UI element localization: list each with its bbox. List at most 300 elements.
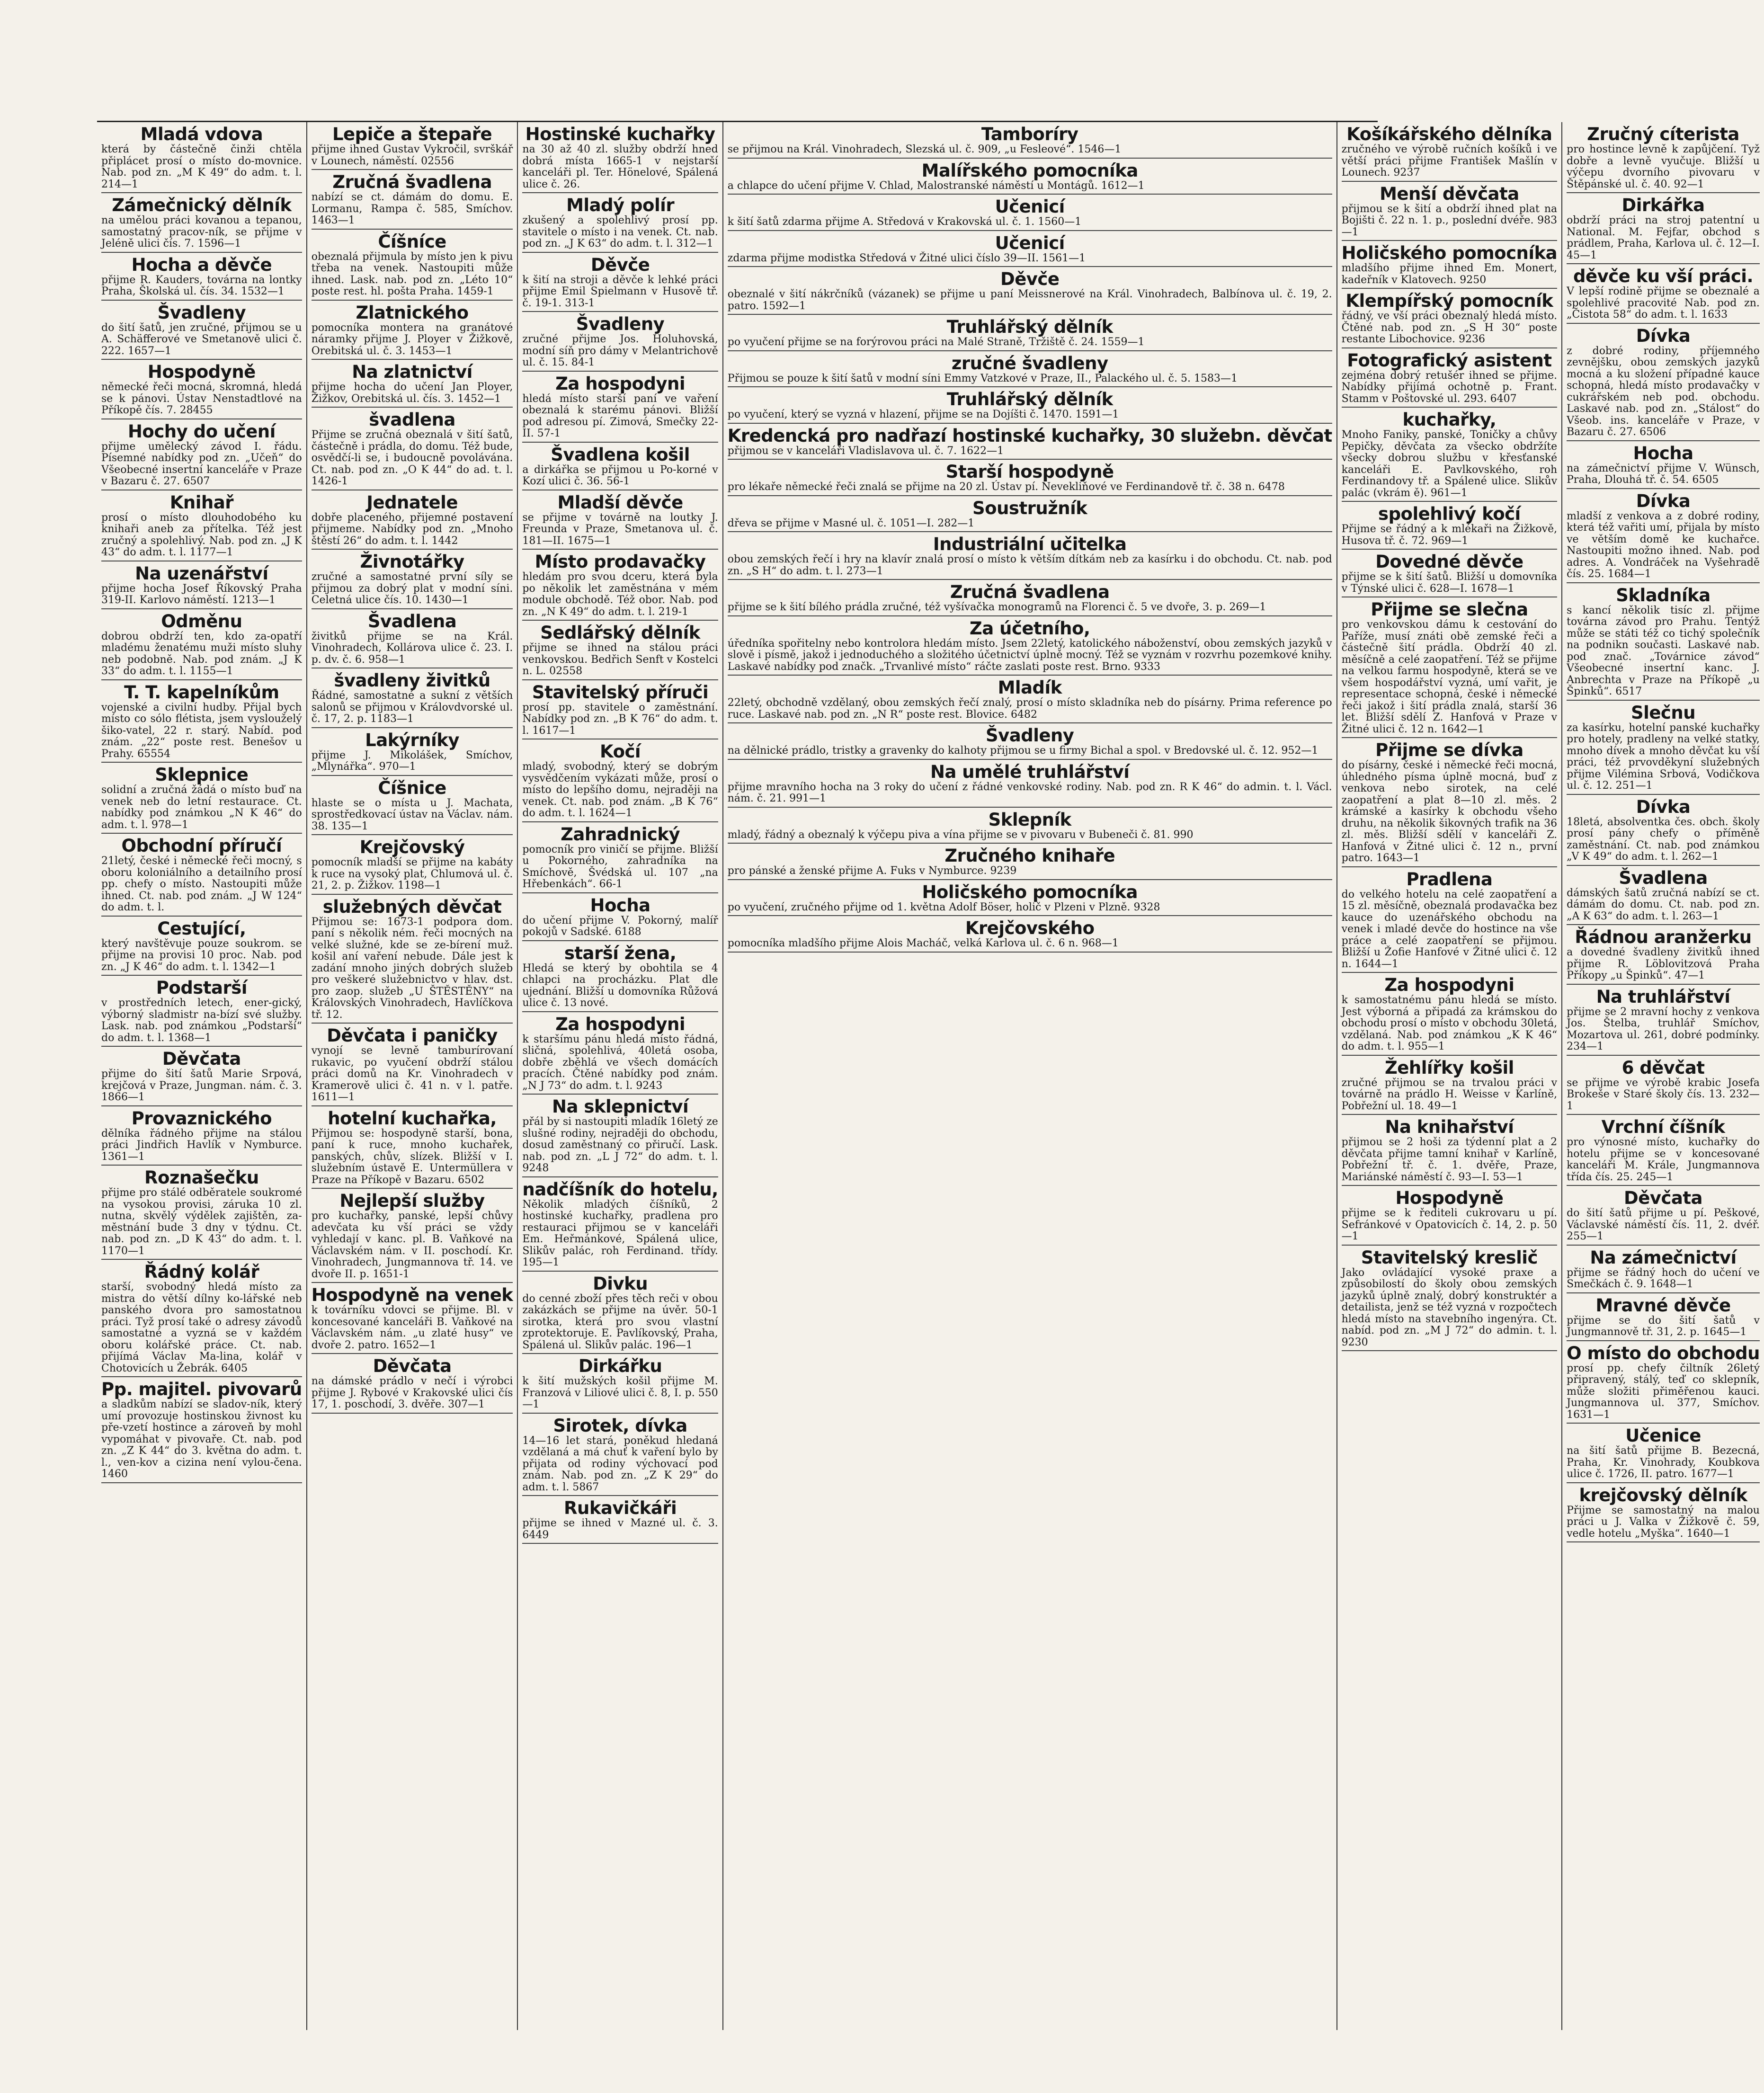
classified-ad (522, 550, 718, 621)
ad-title: Přijme se dívka (1375, 740, 1523, 760)
classified-ad (101, 917, 302, 976)
classified-ad (312, 170, 513, 230)
ad-body: k staršímu pánu hledá místo řádná, sličná, spolehlivá, 40letá osoba, dobře zběhlá ve všech domácích pracích. Čtěné nabídky pod znám. „N J 73“ do adm. t. l. 9243 (522, 1033, 718, 1092)
ad-title: Nejlepší služby (339, 1191, 485, 1211)
ad-title: Za hospodyni (1384, 975, 1515, 995)
ad-title: Kredencká pro nadřazí hostinské kuchařky, 30 služebn. děvčat (727, 425, 1332, 446)
classified-ad (312, 776, 513, 836)
classified-ad (101, 1166, 302, 1260)
ad-body: mladší z venkova a z dobré rodiny, která též vařiti umí, přijala by místo ve větším domě ke kuchařce. Nastoupiti možno ihned. Nab. pod adres. A. Vondráček na Vyšehradě čís. 25. 1684—1 (1567, 510, 1760, 580)
ad-body: pro hostince levně k zapůjčení. Tyž dobře a levně vyučuje. Bližší u výčepu dvorního pivovaru v Štěpánské ul. č. 40. 92—1 (1567, 143, 1760, 190)
classified-column (1337, 122, 1562, 2030)
classified-ad (1342, 241, 1557, 289)
ad-title: švadleny živitků (334, 670, 490, 691)
ad-title: Dirkářku (578, 1356, 662, 1376)
ad-body: přijme se 2 mravní hochy z venkova Jos. Štelba, truhlář Smíchov, Mozartova ul. 261, dobré podmínky. 234—1 (1567, 1006, 1760, 1052)
classified-ad (101, 680, 302, 763)
classified-ad (522, 1414, 718, 1496)
ad-body: do šití šatů, jen zručné, přijmou se u A. Schäfferové ve Smetanově ulici č. 222. 1657—1 (101, 321, 302, 357)
ad-title: Kočí (600, 741, 641, 762)
ad-body: Přijme se samostatný na malou práci u J. Valka v Žižkově č. 59, vedle hotelu „Myška“. 1640—1 (1567, 1504, 1760, 1540)
ad-body: pro venkovskou dámu k cestování do Paříže, musí znáti obě zemské řeči a částečně šití prádla. Obdrží 40 zl. měsíčně a celé zaopatření. Též se přijme na velkou farmu hospodyně, která se ve všem hospodářství vyzná, umí vařit, je representace schopná, české i německé řeči jakož i šití prádla znalá, starší 36 let. Bližší sdělí Z. Hanfová v Praze v Žitné ulici č. 12 n. 1642—1 (1341, 619, 1558, 735)
classified-ad (312, 301, 513, 360)
classified-ad (522, 1496, 718, 1544)
ad-body: hledám pro svou dceru, která byla po několik let zaměstnána v mém module obchodě. Též obor. Nab. pod zn. „N K 49“ do adm. t. l. 219-1 (522, 571, 718, 618)
ad-title: Knihař (169, 492, 233, 513)
ad-title: Švadleny (157, 302, 246, 323)
classified-ad (522, 1012, 718, 1095)
ad-title: Holičského pomocníka (1341, 243, 1558, 263)
ad-body: mladý, svobodný, který se dobrým vysvědčením vykázati může, prosí o místo do lepšího domu, nejraději na venek. Ct. nab. pod znám. „B K 76“ do adm. t. l. 1624—1 (522, 761, 718, 819)
classified-ad (522, 1354, 718, 1414)
ad-title: Mladý polír (566, 195, 675, 215)
ad-title: Cestující, (157, 918, 246, 939)
ad-body: prosí pp. stavitele o zaměstnání. Nabídky pod zn. „B K 76“ do adm. t. l. 1617—1 (522, 701, 718, 737)
ad-title: Holičského pomocníka (922, 882, 1138, 902)
ad-body: Přijme se zručná obeznalá v šití šatů, částečně i prádla, do domu. Též bude, osvědčí-li se, i budoucně povolávána. Ct. nab. pod zn. „O K 44“ do ad. t. l. 1426-1 (311, 429, 513, 487)
classified-ad (101, 419, 302, 490)
classified-ad (1342, 738, 1557, 867)
ad-body: za kasírku, hotelní panské kuchařky pro hotely, pradleny na velké statky, mnoho dívek a mnoho děvčat ku vší práci, též prvovděkyní služebných přijme Vilémina Srbová, Vodičkova ul. č. 12. 251—1 (1567, 721, 1760, 792)
ad-body: na umělou práci kovanou a tepanou, samostatný pracov-ník, se přijme v Jeléně ulici čís. 7. 1596—1 (101, 214, 302, 249)
ad-body: úředníka spořitelny nebo kontrolora hledám místo. Jsem 22letý, katolického náboženství, obou zemských jazyků v slově i písmě, jakož i jednoduchého a složitého účetnictví úplně mocný. Též se vyznám v rozvrhu pozemkové knihy. Laskavé nabídky pod značk. „Trvanlivé místo“ ráčte zaslati poste rest. Brno. 9333 (727, 637, 1332, 673)
ad-body: přijme se k šití bílého prádla zručné, též vyšívačka monogramů na Florenci č. 5 ve dvoře, 3. p. 269—1 (727, 601, 1266, 613)
classified-ad (312, 895, 513, 1024)
classified-ad (522, 443, 718, 490)
classified-ad (728, 723, 1332, 760)
classified-ad (1342, 1115, 1557, 1186)
classified-ad (312, 1106, 513, 1189)
ad-body: německé řeči mocná, skromná, hledá se k pánovi. Ústav Nenstadtlové na Příkopě čís. 7. 28455 (101, 381, 302, 416)
classified-ad (522, 1095, 718, 1177)
ad-title: Lepiče a štepaře (332, 124, 492, 144)
classified-ad (101, 1260, 302, 1377)
classified-ad (1342, 1186, 1557, 1246)
classified-ad (522, 941, 718, 1012)
ad-title: Hospodyně na venek (311, 1285, 513, 1305)
ad-body: do učení přijme V. Pokorný, malíř pokojů v Sadské. 6188 (522, 914, 718, 938)
ad-body: který navštěvuje pouze soukrom. se přijme na provisi 10 proc. Nab. pod zn. „J K 46“ do adm. t. l. 1342—1 (101, 937, 302, 973)
ad-body: dobře placeného, přijemné postavení přijmeme. Nabídky pod zn. „Mnoho štěstí 26“ do adm. t. l. 1442 (311, 511, 513, 547)
classified-ad (1342, 289, 1557, 348)
ad-body: obou zemských řečí i hry na klavír znalá prosí o místo k větším dítkám neb za kasírku i do obchodu. Ct. nab. pod zn. „S H“ do adm. t. l. 273—1 (727, 553, 1332, 577)
ad-title: Divku (593, 1273, 648, 1294)
classified-ad (1567, 1246, 1760, 1293)
ad-body: po vyučení, zručného přijme od 1. května Adolf Böser, holič v Plzeni v Plzně. 9328 (727, 901, 1160, 913)
ad-title: Učenicí (995, 196, 1065, 217)
ad-title: Hochy do učení (127, 421, 276, 442)
ad-title: Řádnou aranžerku (1575, 927, 1752, 947)
classified-ad (312, 360, 513, 408)
ad-body: pro výnosné místo, kuchařky do hotelu přijme se v koncesované kanceláři M. Krále, Jungmannova třída čís. 25. 245—1 (1567, 1136, 1760, 1183)
ad-body: Několik mladých číšníků, 2 hostinské kuchařky, pradlena pro restauraci přijmou se v kanceláři Em. Heřmánkové, Spálená ulice, Slikův palác, roh Ferdinand. třídy. 195—1 (522, 1198, 718, 1268)
ad-body: přijmou se k šití a obdrží ihned plat na Bojišti č. 22 n. 1. p., poslední dvéře. 983—1 (1341, 203, 1558, 238)
ad-title: Děvčata (162, 1049, 241, 1069)
ad-title: Jednatele (366, 492, 458, 513)
ad-body: Jako ovládající vysoké praxe a způsobilostí do školy obou zemských jazyků úplně znalý, dobrý konstruktér a detailista, jenž se též vyzná v rozpočtech hledá místo na stavebního ingenýra. Ct. nabíd. pod zn. „M J 72“ do admin. t. l. 9230 (1341, 1266, 1558, 1348)
ad-body: dřeva se přijme v Masné ul. č. 1051—I. 282—1 (727, 517, 975, 529)
classified-ad (101, 561, 302, 609)
classified-ad (728, 676, 1332, 723)
ad-body: V lepší rodině přijme se obeznalé a spolehlivé pracovité Nab. pod zn. „Čistota 58“ do adm. t. l. 1633 (1567, 285, 1760, 321)
ad-title: Dívka (1636, 796, 1691, 817)
ad-title: Fotografický asistent (1347, 350, 1552, 371)
classified-ad (1567, 795, 1760, 866)
ad-title: Za hospodyni (555, 373, 686, 394)
ad-title: Stavitelský kreslič (1361, 1247, 1538, 1268)
ad-title: Hospodyně (1395, 1188, 1504, 1208)
ad-title: O místo do obchodu (1567, 1343, 1760, 1363)
classified-ad (312, 835, 513, 895)
classified-ad (1567, 1186, 1760, 1246)
ad-body: zejména dobrý retušér ihned se přijme. Nabídky přijímá ochotně p. Frant. Stamm v Poštovské ul. 293. 6407 (1341, 369, 1558, 405)
classified-ad (522, 822, 718, 893)
ad-title: Industriální učitelka (933, 534, 1127, 554)
classified-ad (728, 267, 1332, 315)
ad-title: Krejčovský (359, 837, 465, 857)
ad-title: Lakýrníky (365, 730, 459, 750)
ad-body: obeznalé v šití nákrčníků (vázanek) se přijme u paní Meissnerové na Král. Vinohradech, Balbínova ul. č. 19, 2. patro. 1592—1 (727, 288, 1332, 312)
ad-title: Zručná švadlena (950, 582, 1110, 602)
ad-title: Pp. majitel. pivovarů (101, 1379, 302, 1399)
ad-body: přál by si nastoupiti mladík 16letý ze slušné rodiny, nejraději do obchodu, dosud zaměstnaný co přiručí. Lask. nab. pod zn. „L J 72“ do adm. t. l. 9248 (522, 1116, 718, 1174)
ad-title: Na truhlářství (1596, 986, 1730, 1007)
classified-ad (1567, 489, 1760, 583)
ad-body: a sladkům nabízí se sladov-ník, který umí provozuje hostinskou živnost ku pře-vzetí hostince a zároveň by mohl vypomáhat v pivovaře. Ct. nab. pod zn. „Z K 44“ do 3. května do adm. t. l., ven-kov a cizina není vylou-čena. 1460 (101, 1398, 302, 1480)
classified-ad (101, 976, 302, 1047)
ad-title: Dívka (1636, 490, 1691, 511)
ad-title: Hocha a děvče (131, 254, 272, 275)
classified-ad (1567, 1056, 1760, 1115)
ad-title: Číšníce (378, 231, 446, 252)
classified-ad (728, 460, 1332, 496)
ad-body: zručné a samostatné první síly se přijmou za dobrý plat v modní síni. Celetná ulice čís. 10. 1430—1 (311, 571, 513, 606)
ad-body: do písárny, české i německé řeči mocná, úhledného písma úplně mocná, buď z venkova nebo sirotek, na celé zaopatření a plat 8—10 zl. měs. 2 krámské a kasírky k obchodu všeho druhu, na několik šikovných trafik na 36 zl. měs. Bližší sdělí v kanceláři Z. Hanfová v Žitné ulici č. 12 n., první patro. 1643—1 (1341, 759, 1558, 864)
ad-title: Na zlatnictví (352, 362, 472, 382)
ad-title: Sedlářský dělník (540, 623, 700, 643)
classified-ad (1342, 408, 1557, 502)
ad-title: Švadlena (1619, 867, 1708, 888)
classified-ad (522, 193, 718, 253)
ad-body: a dirkářka se přijmou u Po-korné v Kozí ulici č. 36. 56-1 (522, 463, 718, 487)
ad-title: Děvče (1000, 269, 1060, 289)
ad-body: a dovedné švadleny živitků ihned přijme R. Löblovitzová Praha Příkopy „u Špinků“. 47—1 (1567, 946, 1760, 981)
ad-title: Roznašečku (144, 1167, 259, 1188)
ad-body: pro pánské a ženské přijme A. Fuks v Nymburce. 9239 (727, 865, 1017, 877)
ad-title: Sirotek, dívka (553, 1415, 687, 1436)
classified-ad (522, 1177, 718, 1272)
ad-title: Sklepník (988, 809, 1071, 830)
classified-ad (728, 808, 1332, 844)
ad-title: Švadleny (576, 314, 665, 334)
classified-ad (728, 351, 1332, 388)
classified-ad (101, 763, 302, 834)
ad-body: a chlapce do učení přijme V. Chlad, Malostranské náměstí u Montágů. 1612—1 (727, 179, 1145, 192)
ad-body: pomocníka montera na granátové náramky přijme J. Ployer v Žižkově, Orebitská ul. č. 3. 1453—1 (311, 321, 513, 357)
classified-ad (728, 760, 1332, 808)
classified-ad (101, 609, 302, 680)
ad-title: Podstarší (156, 978, 247, 998)
ad-body: se přijme ve výrobě krabic Josefa Brokeše v Staré školy čís. 13. 232—1 (1567, 1077, 1760, 1112)
classified-ad (522, 1272, 718, 1354)
classified-ad (1567, 122, 1760, 193)
ad-body: nabízí se ct. dámám do domu. E. Lormanu, Rampa č. 585, Smíchov. 1463—1 (311, 191, 513, 226)
ad-body: dělníka řádného přijme na stálou práci Jindřich Havlík v Nymburce. 1361—1 (101, 1127, 302, 1163)
ad-title: Hospodyně (147, 362, 256, 382)
ad-title: služebných děvčat (322, 896, 502, 917)
ad-body: živitků přijme se na Král. Vinohradech, Kollárova ulice č. 23. I. p. dv. č. 6. 958—1 (311, 630, 513, 666)
ad-title: Dívka (1636, 325, 1691, 346)
classified-ad (522, 893, 718, 941)
classified-ad (728, 315, 1332, 351)
ad-title: Mladší děvče (557, 492, 683, 513)
ad-title: Děvčata (1624, 1188, 1703, 1208)
ad-title: Menší děvčata (1380, 183, 1519, 204)
classified-ad (522, 253, 718, 312)
ad-title: Děvčata (373, 1356, 452, 1376)
classified-ad (728, 616, 1332, 676)
ad-title: Na knihařství (1385, 1117, 1514, 1137)
classified-ad (101, 253, 302, 301)
ad-title: Slečnu (1631, 702, 1696, 723)
classified-ad (101, 1047, 302, 1106)
ad-body: vojenské a civilní hudby. Přijal bych místo co sólo flétista, jsem vyslouželý šiko-vatel, 22 r. starý. Nabíd. pod znám. „22“ poste rest. Benešov u Prahy. 65554 (101, 701, 302, 760)
ad-title: Děvče (590, 254, 650, 275)
ad-title: zručné švadleny (951, 353, 1108, 374)
ad-body: na dámské prádlo v nečí i výrobci přijme J. Rybové v Krakovské ulici čís 17, 1. poschodí, 3. dvěře. 307—1 (311, 1375, 513, 1410)
ad-body: přijme se k řediteli cukrovaru u pí. Sefránkové v Opatovicích č. 14, 2. p. 50—1 (1341, 1207, 1558, 1242)
ad-title: Hostinské kuchařky (525, 124, 715, 144)
ad-title: Starší hospodyně (945, 462, 1114, 482)
classified-ad (1342, 122, 1557, 182)
ad-title: kuchařky, (1402, 410, 1497, 430)
classified-ad (312, 1189, 513, 1283)
ad-body: do cenné zboží přes těch reči v obou zakázkách se přijme na úvěr. 50-1 sirotka, která pro svou vlastní zprotektoruje. E. Pavlíkovský, Praha, Spálená ul. Slikův palác. 196—1 (522, 1292, 718, 1351)
ad-body: se přijme v továrně na loutky J. Freunda v Praze, Smetanova ul. č. 181—II. 1675—1 (522, 511, 718, 547)
ad-title: Zahradnický (561, 824, 680, 845)
ad-body: Přijme se řádný a k mlékaři na Žižkově, Husova tř. č. 72. 969—1 (1341, 523, 1558, 547)
classified-ad (1567, 925, 1760, 985)
ad-title: děvče ku vší práci. (1573, 266, 1754, 286)
classified-column (307, 122, 518, 2030)
classified-ad (1567, 441, 1760, 489)
classified-ad (312, 668, 513, 728)
ad-body: Přijmou se: 1673-1 podpora dom. paní s několik ném. řeči mocných na velké služné, kde se ze-bírení muž. košil aní vaření nebude. Dále jest k zadání mnoho jiných dobrých služeb pro veškeré služebnictvo v hlav. dst. pro zaop. služeb „U ŠTĚSTĚNY“ na Královských Vinohradech, Havlíčkova tř. 12. (311, 916, 513, 1021)
classified-ad (312, 550, 513, 609)
ad-body: pomocníka mladšího přijme Alois Macháč, velká Karlova ul. č. 6 n. 968—1 (727, 937, 1119, 949)
ad-title: Učenice (1625, 1425, 1701, 1446)
classified-ad (1342, 502, 1557, 550)
ad-body: hledá místo starší paní ve vaření obeznalá k starému pánovi. Bližší pod adresou pí. Zimová, Smečky 22-II. 57-1 (522, 392, 718, 439)
ad-title: Odměnu (161, 611, 242, 632)
ad-title: Zručného knihaře (944, 846, 1115, 866)
ad-body: pro lékaře německé řeči znalá se přijme na 20 zl. Ústav pí. Nevekliňové ve Ferdinandově tř. č. 38 n. 6478 (727, 481, 1285, 493)
ad-title: Na uzenářství (135, 563, 268, 584)
classified-ad (1567, 701, 1760, 795)
ad-title: Tamboríry (981, 124, 1078, 144)
classified-ad (312, 1024, 513, 1106)
ad-title: Místo prodavačky (535, 552, 706, 572)
ad-body: obeznalá přijmula by místo jen k pivu třeba na venek. Nastoupiti může ihned. Lask. nab. pod zn. „Léto 10“ poste rest. hl. pošta Praha. 1459-1 (311, 250, 513, 297)
classified-ad (101, 1106, 302, 1166)
ad-title: Soustružník (972, 498, 1087, 518)
classified-ad (312, 1354, 513, 1414)
ad-body: pro kuchařky, panské, lepší chůvy adevčata ku vší práci se vždy vyhledají v kanc. pl. B. Vaňkové na Václavském nám. v II. poschodí. Kr. Vinohradech, Jungmannova tř. 14. ve dvoře II. p. 1651-1 (311, 1210, 513, 1280)
ad-body: Přijmou se pouze k šití šatů v modní síni Emmy Vatzkové v Praze, II., Palackého ul. č. 5. 1583—1 (727, 372, 1238, 384)
classified-ad (1567, 583, 1760, 701)
classified-ad (312, 728, 513, 776)
ad-title: 6 děvčat (1621, 1057, 1705, 1078)
classified-ad (1567, 324, 1760, 441)
ad-title: Truhlářský dělník (946, 389, 1113, 410)
classified-ad (101, 834, 302, 917)
newspaper-page (97, 121, 1760, 2030)
classified-ad (101, 301, 302, 360)
ad-body: 18letá, absolventka čes. obch. školy prosí pány chefy o příměně zaměstnání. Ct. nab. pod známkou „V K 49“ do adm. t. l. 262—1 (1567, 816, 1760, 863)
ad-title: Přijme se slečna (1371, 599, 1528, 620)
classified-ad (728, 122, 1332, 159)
ad-body: prosí pp. chefy čiltník 26letý připravený, stálý, teď co sklepník, může složiti přiměřenou kauci. Jungmannova ul. 377, Smíchov. 1631—1 (1567, 1362, 1760, 1421)
classified-ad (522, 680, 718, 740)
ad-title: Skladníka (1616, 585, 1711, 606)
ad-title: Mladá vdova (140, 124, 263, 144)
ad-body: na šití šatů přijme B. Bezecná, Praha, Kr. Vinohrady, Koubkova ulice č. 1726, II. patro. 1677—1 (1567, 1445, 1760, 1480)
ad-body: na 30 až 40 zl. služby obdrží hned dobrá místa 1665-1 v nejstarší kanceláři pl. Ter. Hönelové, Spálená ulice č. 26. (522, 143, 718, 190)
classified-ad (1342, 867, 1557, 973)
classified-column (1562, 122, 1764, 2030)
ad-title: Na zámečnictví (1590, 1247, 1737, 1268)
ad-title: krejčovský dělník (1579, 1485, 1747, 1505)
ad-body: k samostatnému pánu hledá se místo. Jest výborná a připadá za krámskou do obchodu prosí o místo v obchodu 30letá, vzdělaná. Nab. pod známkou „K K 46“ do adm. t. l. 955—1 (1341, 994, 1558, 1052)
ad-body: přijme pro stálé odběratele soukromé na vysokou provisi, záruka 10 zl. nutna, skvělý výdělek zajištěn, za-městnání bude 3 dny v týdnu. Ct. nab. pod zn. „D K 43“ do adm. t. l. 1170—1 (101, 1187, 302, 1257)
classified-column (97, 122, 307, 2030)
ad-body: pomocník pro viničí se přijme. Bližší u Pokorného, zahradníka na Smíchově, Švédská ul. 107 „na Hřebenkách“. 66-1 (522, 843, 718, 890)
ad-title: Mravné děvče (1595, 1295, 1731, 1316)
classified-ad (101, 122, 302, 193)
ad-title: hotelní kuchařka, (328, 1108, 497, 1129)
classified-ad (312, 490, 513, 550)
ad-body: obdrží práci na stroj patentní u National. M. Fejfar, obchod s prádlem, Praha, Karlova ul. č. 12—I. 45—1 (1567, 214, 1760, 261)
classified-ad (1567, 985, 1760, 1056)
ad-title: Krejčovského (965, 918, 1095, 938)
ad-body: vynojí se levně tamburírovaní rukavic, po vyučení obdrží stálou práci domů na Kr. Vinohradech v Kramerově ulici č. 41 n. v l. patře. 1611—1 (311, 1045, 513, 1103)
classified-ad (1342, 348, 1557, 408)
ad-body: z dobré rodiny, příjemného zevnějšku, obou zemských jazyků mocná a ku složení případné kauce schopná, hledá místo prodavačky v cukrářském neb pod. obchodu. Laskavé nab. pod zn. „Stálost“ do Všeob. ins. kanceláře v Praze, v Bazaru č. 27. 6506 (1567, 345, 1760, 438)
ad-body: přijmou se v kanceláři Vladislavova ul. č. 7. 1622—1 (727, 445, 1004, 457)
ad-title: Provaznického (131, 1108, 272, 1129)
ad-body: po vyučení přijme se na forýrovou práci na Malé Straně, Tržiště č. 24. 1559—1 (727, 336, 1145, 348)
ad-body: přijme do šití šatů Marie Srpová, krejčová v Praze, Jungman. nám. č. 3. 1866—1 (101, 1068, 302, 1103)
ad-title: Dovedné děvče (1375, 552, 1523, 572)
ad-body: starší, svobodný hledá místo za mistra do větší dílny ko-lářské neb panského dvora pro samostatnou práci. Tyž prosí také o adresy závodů samostatné a vyzná se v každém oboru kolářské práce. Ct. nab. přijímá Václav Ma-lina, kolář v Chotovicích u Žebrák. 6405 (101, 1281, 302, 1374)
ad-title: nadčíšník do hotelu, (522, 1179, 718, 1200)
ad-title: Truhlářský dělník (946, 317, 1113, 337)
ad-body: zkušený a spolehlivý prosí pp. stavitele o místo i na venek. Ct. nab. pod zn. „J K 63“ do adm. t. l. 312—1 (522, 214, 718, 249)
ad-title: Číšnice (378, 777, 446, 798)
ad-title: Za hospodyni (555, 1014, 686, 1034)
classified-ad (312, 230, 513, 301)
ad-title: Dirkářka (1621, 195, 1705, 215)
ad-title: Na sklepnictví (552, 1096, 689, 1117)
ad-body: Mnoho Faniky, panské, Toničky a chůvy Pepičky, děvčata za všecko obdržíte všecky dobrou službu v křesťanské kanceláři E. Pavlkovského, roh Ferdinandovy tř. a Spálené ulice. Slikův palác (vkrám ě). 961—1 (1341, 429, 1558, 499)
ad-body: přijme J. Mikolášek, Smíchov, „Mlynářka“. 970—1 (311, 749, 513, 773)
classified-ad (101, 360, 302, 419)
classified-ad (522, 490, 718, 550)
ad-title: Pradlena (1406, 869, 1493, 890)
classified-ad (312, 1283, 513, 1354)
ad-title: Hocha (590, 895, 650, 916)
classified-ad (728, 496, 1332, 533)
classified-ad (728, 532, 1332, 580)
ad-body: k továrníku vdovci se přijme. Bl. v koncesované kanceláři B. Vaňkové na Václavském nám. „u zlaté husy“ ve dvoře 2. patro. 1652—1 (311, 1304, 513, 1351)
ad-title: Švadlena košil (551, 444, 690, 465)
ad-title: Žehlířky košil (1384, 1057, 1514, 1078)
ad-body: na zámečnictví přijme V. Wünsch, Praha, Dlouhá tř. č. 54. 6505 (1567, 462, 1760, 486)
ad-body: přijme se řádný hoch do učení ve Smečkách č. 9. 1648—1 (1567, 1266, 1760, 1290)
classified-ad (1567, 866, 1760, 926)
classified-ad (1567, 1341, 1760, 1424)
ad-body: která by částečně činži chtěla připlácet prosí o místo do-movnice. Nab. pod zn. „M K 49“ do adm. t. l. 214—1 (101, 143, 302, 190)
ad-body: do šití šatů přijme u pí. Peškové, Václavské náměstí čís. 11, 2. dvéř. 255—1 (1567, 1207, 1760, 1242)
ad-body: přijmou se 2 hoši za týdenní plat a 2 děvčata přijme tamní knihař v Karlíně, Pobřežní tř. č. 1. dvěře, Praze, Mariánské náměstí č. 93—I. 53—1 (1341, 1136, 1558, 1183)
ad-title: Řádný kolář (144, 1262, 259, 1282)
ad-body: mladý, řádný a obeznalý k výčepu piva a vína přijme se v pivovaru v Bubeneči č. 81. 990 (727, 828, 1194, 841)
ad-body: dámských šatů zručná nabízí se ct. dámám do domu. Ct. nab. pod zn. „A K 63“ do adm. t. l. 263—1 (1567, 887, 1760, 922)
ad-title: Malířského pomocníka (921, 160, 1138, 181)
ad-body: solidní a zručná žádá o místo buď na venek neb do letní restaurace. Ct. nabídky pod známkou „N K 46“ do adm. t. l. 978—1 (101, 784, 302, 831)
classified-ad (728, 844, 1332, 880)
ad-body: přijme R. Kauders, továrna na lontky Praha, Školská ul. čís. 34. 1532—1 (101, 274, 302, 297)
classified-ad (1567, 1483, 1760, 1543)
ad-body: Hledá se který by obohtila se 4 chlapci na procházku. Plat dle ujednání. Bližší u domovníka Růžová ulice č. 13 nové. (522, 962, 718, 1009)
ad-body: přijme se k šití šatů. Bližší u domovníka v Týnské ulici č. 628—I. 1678—1 (1341, 571, 1558, 595)
classified-ad (522, 312, 718, 372)
classified-ad (1567, 1424, 1760, 1483)
classified-ad (522, 372, 718, 443)
ad-body: hlaste se o místa u J. Machata, sprostředkovací ústav na Václav. nám. 38. 135—1 (311, 797, 513, 832)
classified-ad (728, 916, 1332, 953)
classified-ad (522, 621, 718, 680)
ad-body: 22letý, obchodně vzdělaný, obou zemských řečí znalý, prosí o místo skladníka neb do písárny. Prima reference po ruce. Laskavé nab. pod zn. „N R“ poste rest. Blovice. 6482 (727, 697, 1332, 721)
ad-body: přijme ihned Gustav Vykročil, svrškář v Lounech, náměstí. 02556 (311, 143, 513, 167)
classified-ad (101, 193, 302, 253)
ad-title: Hocha (1633, 443, 1693, 463)
classified-ad (1342, 1056, 1557, 1115)
ad-body: Přijmou se: hospodyně starší, bona, paní k ruce, mnoho kuchařek, panských, chův, slízek. Bližší v I. služebním ústavě E. Untermüllera v Praze na Příkopě v Bazaru. 6502 (311, 1127, 513, 1186)
ad-body: 14—16 let stará, poněkud hledaná vzdělaná a má chuť k vaření bylo by přijata od rodiny výchovací pod znám. Nab. pod zn. „Z K 29“ do adm. t. l. 5867 (522, 1434, 718, 1493)
ad-body: přijme umělecký závod I. řádu. Písemné nabídky pod zn. „Učeň“ do Všeobecné insertní kanceláře v Praze v Bazaru č. 27. 6507 (101, 440, 302, 487)
classified-ad (522, 122, 718, 193)
classified-ad (1567, 1115, 1760, 1186)
classified-ad (728, 195, 1332, 231)
ad-title: Na umělé truhlářství (930, 761, 1130, 782)
classified-ad (101, 490, 302, 561)
classified-ad (728, 159, 1332, 195)
ad-body: pomocník mladší se přijme na kabáty k ruce na vysoký plat, Chlumová ul. č. 21, 2. p. Žižkov. 1198—1 (311, 856, 513, 891)
ad-title: Zručná švadlena (332, 172, 492, 192)
ad-body: na dělnické prádlo, tristky a gravenky do kalhoty přijmou se u firmy Bichal a spol. v Bredovské ul. č. 12. 952—1 (727, 745, 1319, 757)
classified-ad (1342, 597, 1557, 738)
ad-title: Rukavičkáři (564, 1498, 677, 1518)
classified-ad (1342, 182, 1557, 241)
classified-ad (312, 122, 513, 170)
ad-title: Zručný cíteristа (1587, 124, 1739, 144)
ad-title: Sklepnice (155, 765, 249, 785)
ad-title: Švadlena (367, 611, 457, 632)
ad-body: přijme mravního hocha na 3 roky do učení z řádné venkovské rodiny. Nab. pod zn. R K 46“ do admin. t. l. Václ. nám. č. 21. 991—1 (727, 781, 1332, 804)
ad-body: se přijmou na Král. Vinohradech, Slezská ul. č. 909, „u Fesleové“. 1546—1 (727, 143, 1122, 155)
classified-ad (101, 1377, 302, 1483)
